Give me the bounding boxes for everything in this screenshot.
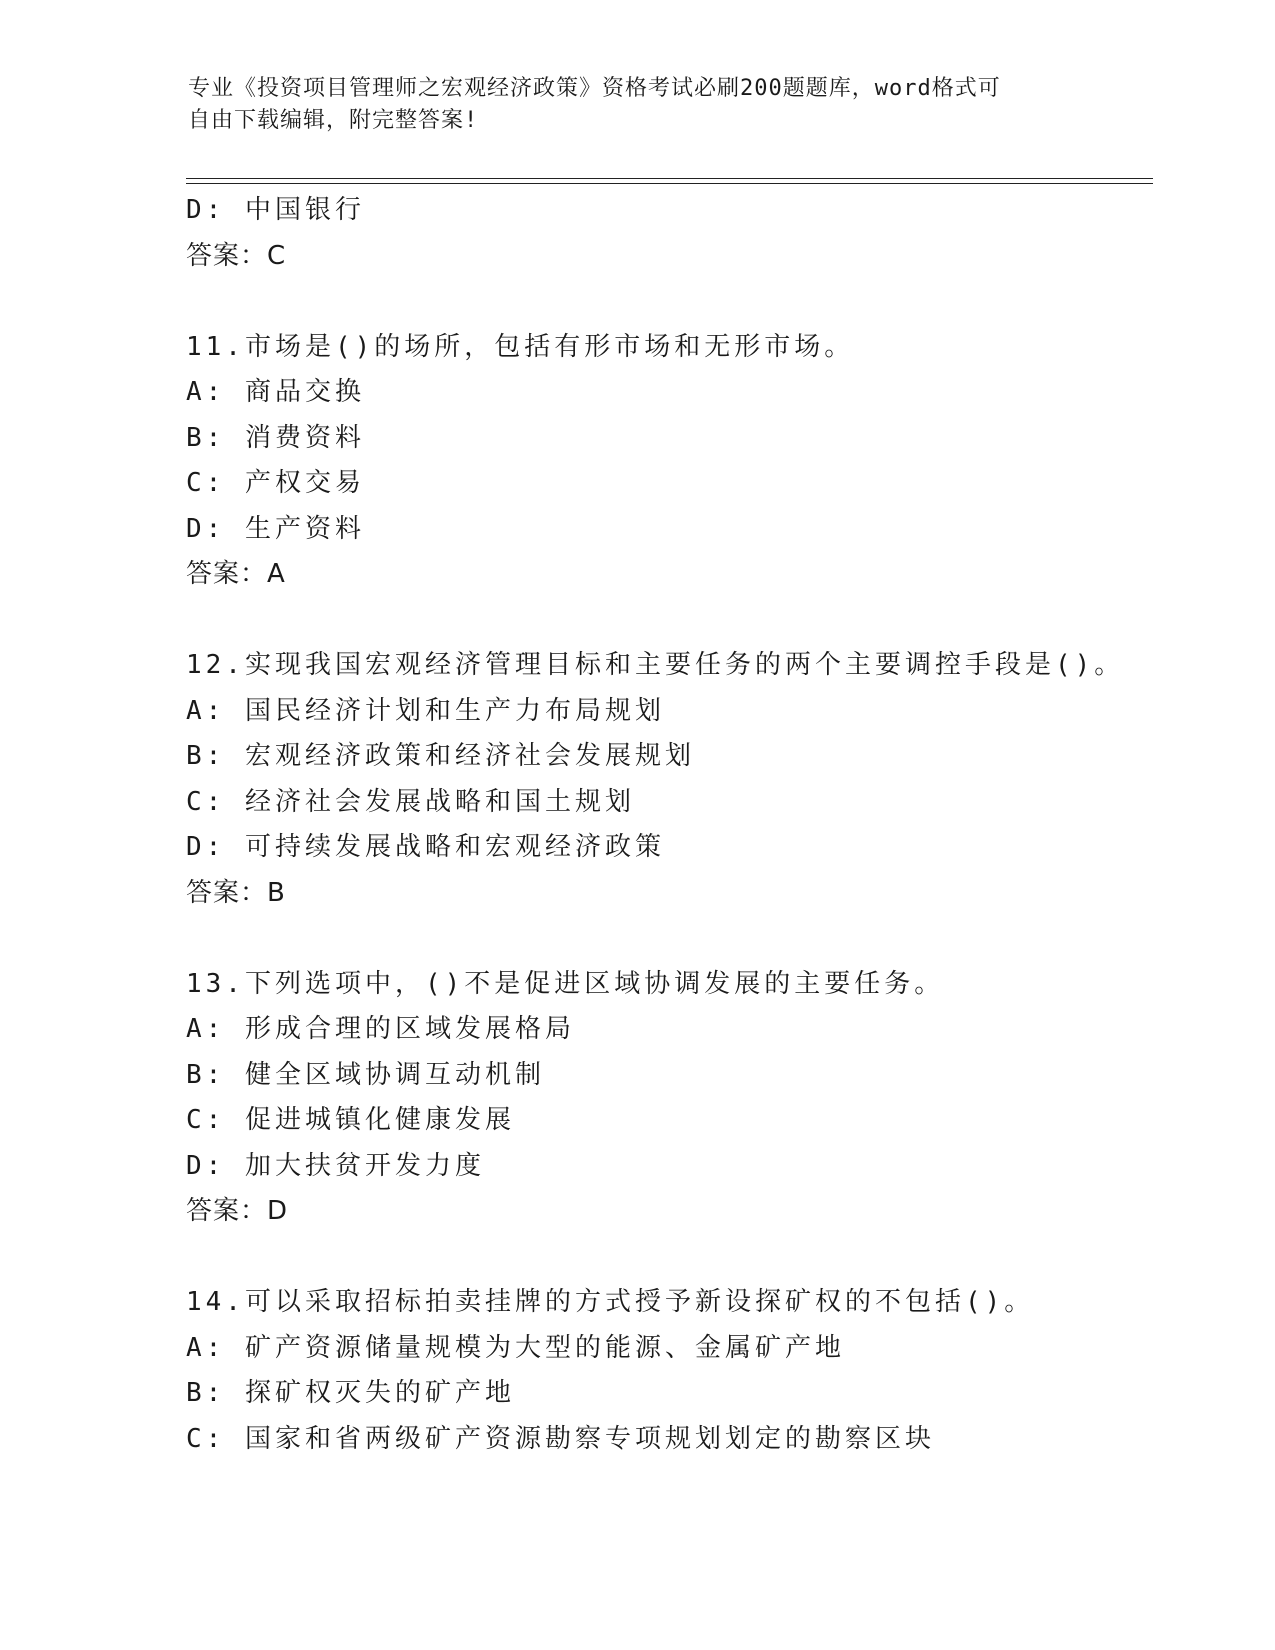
question-stem: 11.市场是()的场所，包括有形市场和无形市场。 (186, 331, 855, 362)
option-a: A: 形成合理的区域发展格局 (186, 1014, 575, 1044)
option-a: A: 国民经济计划和生产力布局规划 (186, 695, 665, 726)
spacer (186, 916, 1153, 962)
question-stem: 14.可以采取招标拍卖挂牌的方式授予新设探矿权的不包括()。 (186, 1287, 1035, 1317)
question-stem: 12.实现我国宏观经济管理目标和主要任务的两个主要调控手段是()。 (186, 650, 1125, 680)
option-b: B: 健全区域协调互动机制 (186, 1059, 545, 1090)
answer-line (186, 1189, 1153, 1235)
option-b: B: 宏观经济政策和经济社会发展规划 (186, 741, 695, 771)
spacer (186, 1235, 1153, 1281)
header-line-1: 专业《投资项目管理师之宏观经济政策》资格考试必刷200题题库，word格式可 (188, 76, 1001, 101)
spacer (186, 598, 1153, 644)
answer-line (186, 871, 1153, 917)
option-d: D: 中国银行 (186, 195, 365, 225)
answer-value: C (267, 240, 287, 271)
answer-label: 答案： (186, 240, 268, 271)
answer-line (186, 234, 1153, 280)
option-a: A: 矿产资源储量规模为大型的能源、金属矿产地 (186, 1332, 845, 1363)
option-c: C: 经济社会发展战略和国土规划 (186, 786, 635, 817)
spacer (186, 279, 1153, 325)
answer-value: D (267, 1196, 289, 1226)
answer-label: 答案： (186, 559, 268, 589)
answer-line (186, 552, 1153, 598)
option-c: C: 产权交易 (186, 468, 365, 498)
answer-label: 答案： (186, 1196, 268, 1226)
header-line-2: 自由下载编辑，附完整答案! (188, 108, 479, 133)
header-divider (186, 178, 1153, 184)
answer-label: 答案： (186, 877, 268, 908)
option-d: D: 加大扶贫开发力度 (186, 1150, 485, 1181)
document-body (186, 188, 1153, 1462)
answer-value: A (267, 559, 286, 589)
option-c: C: 国家和省两级矿产资源勘察专项规划划定的勘察区块 (186, 1423, 935, 1454)
option-c: C: 促进城镇化健康发展 (186, 1105, 515, 1135)
option-a: A: 商品交换 (186, 377, 365, 407)
page-header (188, 73, 1068, 137)
question-stem: 13.下列选项中，()不是促进区域协调发展的主要任务。 (186, 968, 945, 999)
option-b: B: 消费资料 (186, 422, 365, 453)
option-d: D: 可持续发展战略和宏观经济政策 (186, 832, 665, 862)
option-b: B: 探矿权灭失的矿产地 (186, 1378, 515, 1408)
option-d: D: 生产资料 (186, 513, 365, 544)
answer-value: B (267, 877, 286, 908)
